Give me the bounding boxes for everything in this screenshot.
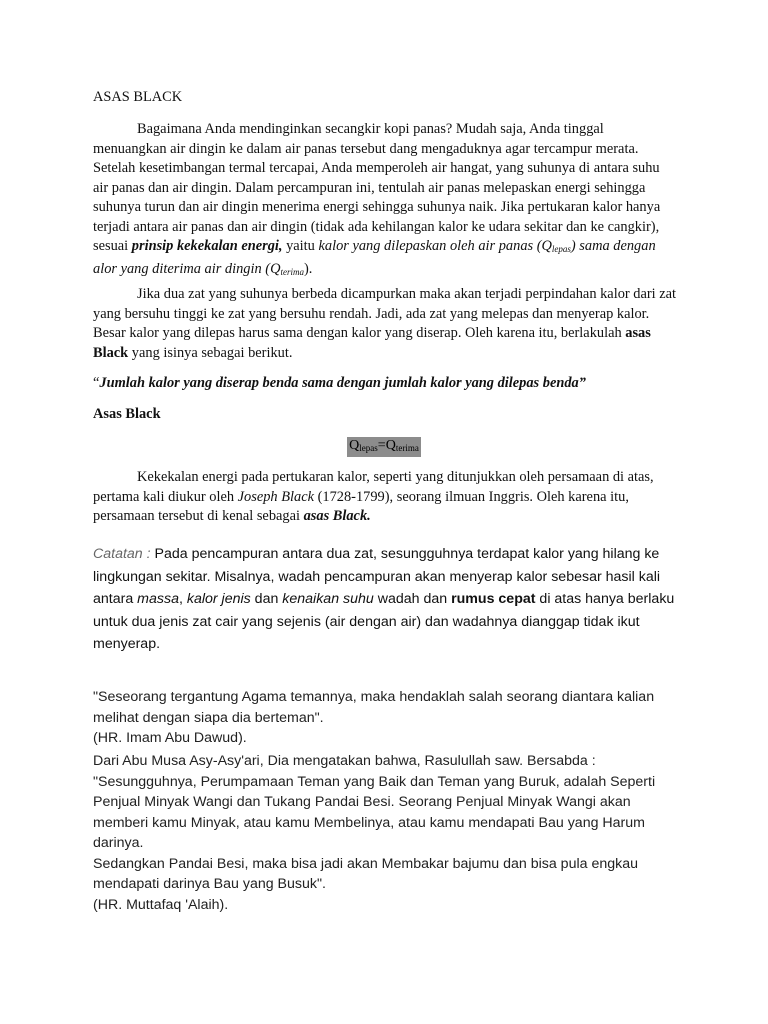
note-paragraph bbox=[93, 543, 677, 656]
principle-quote-text: Jumlah kalor yang diserap benda sama dengan jumlah kalor yang dilepas benda” bbox=[99, 375, 586, 391]
page-title: ASAS BLACK bbox=[93, 89, 183, 105]
hadith-1-source: (HR. Imam Abu Dawud). bbox=[93, 730, 247, 746]
paragraph-joseph-black bbox=[93, 468, 677, 527]
joseph-black-name: Joseph Black bbox=[237, 488, 314, 505]
hadith-block-2 bbox=[93, 751, 677, 915]
quote-open-mark: “ bbox=[93, 375, 100, 391]
hadith-2-source: (HR. Muttafaq 'Alaih). bbox=[93, 896, 229, 913]
history-mid: (1728-1799), seorang ilmuan Inggris. Oleh karena itu, persamaan tersebut di kenal sebagai bbox=[93, 488, 629, 524]
asas-black-formula bbox=[347, 437, 421, 457]
formula-row bbox=[0, 436, 768, 457]
note-text-2: dan bbox=[250, 591, 283, 608]
intro-end: ). bbox=[303, 260, 313, 277]
hadith-block-1 bbox=[93, 687, 677, 749]
note-kalor-jenis: kalor jenis bbox=[186, 591, 251, 608]
intro-connector: yaitu bbox=[282, 238, 319, 254]
hadith-2-quote: "Sesungguhnya, Perumpamaan Teman yang Baik dan Teman yang Buruk, adalah Seperti Penjual Minyak Wangi dan Tukang Pandai Besi. Seorang Penjual Minyak Wangi akan memberi kamu Minyak, atau kamu Membelinya, atau kamu mendapati Bau yang Harum darinya. bbox=[93, 773, 656, 851]
heat-transfer-end: yang isinya sebagai berikut. bbox=[128, 344, 293, 361]
hadith-2-continuation: Sedangkan Pandai Besi, maka bisa jadi akan Membakar bajumu dan bisa pula engkau mendapati darinya Bau yang Busuk". bbox=[93, 855, 638, 892]
note-comma: , bbox=[178, 591, 187, 608]
hadith-1-text: "Seseorang tergantung Agama temannya, maka hendaklah salah seorang diantara kalian melihat dengan siapa dia berteman". bbox=[93, 689, 655, 726]
heat-transfer-text: Jika dua zat yang suhunya berbeda dicampurkan maka akan terjadi perpindahan kalor dari zat yang bersuhu tinggi ke zat yang bersuhu rendah. Jadi, ada zat yang melepas dan menyerap kalor. Besar kalor yang dilepas harus sama dengan kalor yang diserap. Oleh karena itu, berlakulah bbox=[93, 286, 677, 341]
q-lepas-subscript: lepas bbox=[551, 244, 571, 254]
formula-q-left: Q bbox=[349, 438, 360, 453]
history-text: Kekekalan energi pada pertukaran kalor, seperti yang ditunjukkan oleh persamaan di atas, pertama kali diukur oleh bbox=[93, 469, 654, 505]
conservation-principle-emphasis: prinsip kekekalan energi, bbox=[131, 238, 283, 254]
heat-released-phrase: kalor yang dilepaskan oleh air panas (Q bbox=[318, 238, 552, 254]
q-terima-subscript: terima bbox=[280, 266, 304, 277]
note-kenaikan-suhu: kenaikan suhu bbox=[282, 591, 374, 608]
hadith-2-intro: Dari Abu Musa Asy-Asy'ari, Dia mengatakan bahwa, Rasulullah saw. Bersabda : bbox=[93, 753, 596, 769]
formula-q-right: Q bbox=[385, 438, 396, 453]
paragraph-heat-transfer bbox=[93, 285, 677, 363]
note-massa: massa bbox=[137, 591, 179, 608]
principle-quote bbox=[93, 374, 677, 394]
note-text-3: wadah dan bbox=[373, 591, 452, 608]
asas-black-bold: asas Black bbox=[93, 325, 651, 361]
formula-sub-lepas: lepas bbox=[359, 443, 378, 453]
formula-sub-terima: terima bbox=[395, 443, 419, 453]
section-subheading: Asas Black bbox=[93, 406, 161, 422]
formula-equals: = bbox=[377, 438, 386, 453]
note-label: Catatan : bbox=[93, 546, 151, 562]
intro-text: Bagaimana Anda mendinginkan secangkir kopi panas? Mudah saja, Anda tinggal menuangkan air dingin ke dalam air panas tersebut dang mengaduknya agar tercampur merata. Setelah kesetimbangan termal tercapai, Anda memperoleh air hangat, yang suhunya di antara suhu air panas dan air dingin. Dalam percampuran ini, tentulah air panas melepaskan energi sehingga suhunya turun dan air dingin menerima energi sehingga suhunya naik. Jika pertukaran kalor hanya terjadi antara air panas dan air dingin (tidak ada kehilangan kalor ke udara sekitar dan ke cangkir), sesuai bbox=[93, 121, 661, 254]
note-text-4: di atas hanya berlaku untuk dua jenis zat cair yang sejenis (air dengan air) dan wadahnya dianggap tidak ikut menyerap. bbox=[93, 591, 675, 653]
asas-black-emphasis: asas Black. bbox=[303, 508, 371, 524]
paragraph-intro bbox=[93, 120, 677, 282]
heat-received-phrase: ) sama dengan alor yang diterima air dingin (Q bbox=[93, 238, 656, 277]
note-text-1: Pada pencampuran antara dua zat, sesungguhnya terdapat kalor yang hilang ke lingkungan sekitar. Misalnya, wadah pencampuran akan menyerap kalor sebesar hasil kali antara bbox=[93, 546, 661, 608]
note-rumus-cepat: rumus cepat bbox=[451, 591, 536, 608]
